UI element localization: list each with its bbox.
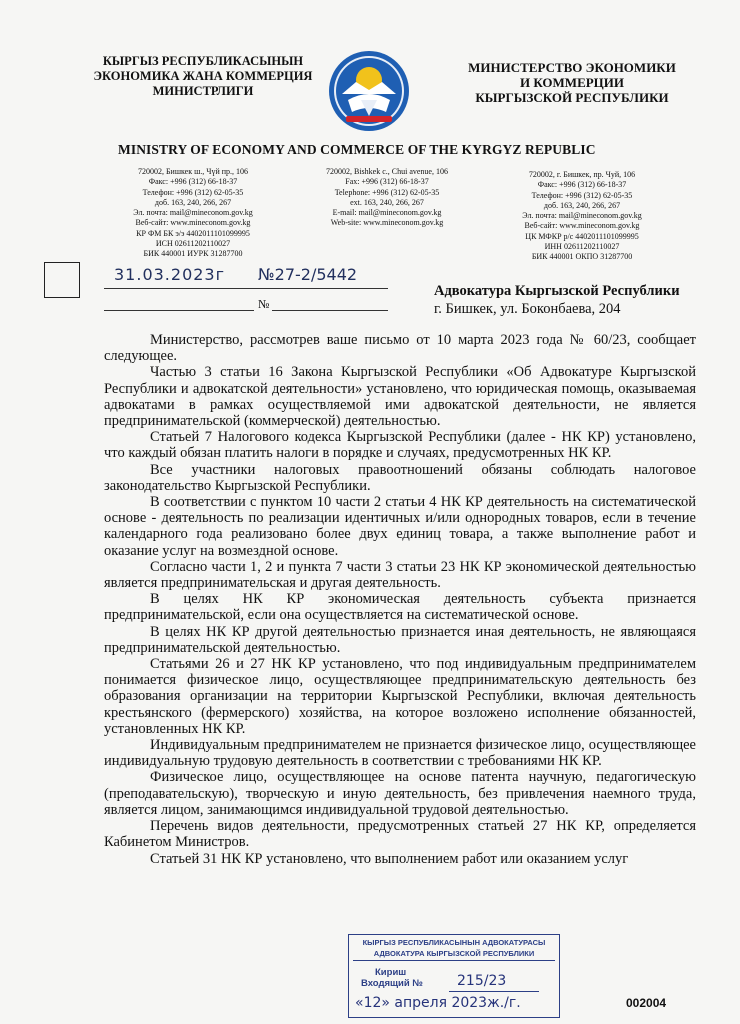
address-line: Web-site: www.mineconom.gov.kg bbox=[330, 218, 444, 228]
address-line: Fax: +996 (312) 66-18-37 bbox=[345, 177, 429, 187]
address-line: БИК 440001 ИУРК 31287700 bbox=[143, 249, 243, 259]
body-paragraph: Перечень видов деятельности, предусмотренных статьей 27 НК КР, определяется Кабинетом Министров. bbox=[104, 818, 696, 851]
outgoing-date-handwritten: 31.03.2023г bbox=[114, 265, 226, 284]
address-line: Телефон: +996 (312) 62-05-35 bbox=[142, 187, 244, 197]
stamp-org-kyrgyz: КЫРГЫЗ РЕСПУБЛИКАСЫНЫН АДВОКАТУРАСЫ bbox=[362, 938, 546, 947]
state-emblem-icon bbox=[328, 50, 410, 132]
address-line: Telephone: +996 (312) 62-05-35 bbox=[334, 187, 440, 197]
body-paragraph: Статьей 7 Налогового кодекса Кыргызской Республики (далее - НК КР) установлено, что каждый обязан платить налоги в порядке и случаях, предусмотренных НК КР. bbox=[104, 429, 696, 462]
body-paragraph: Статьями 26 и 27 НК КР установлено, что под индивидуальным предпринимателем понимается физическое лицо, осуществляющее предпринимательскую деятельность без образования организации на территории Кыргызской Республики, включая деятельность крестьянского (фермерского) хозяйства, на которое возложено исполнение обязанностей, установленных НК КР. bbox=[104, 656, 696, 737]
address-line: Телефон: +996 (312) 62-05-35 bbox=[531, 190, 633, 200]
ministry-english-title: MINISTRY OF ECONOMY AND COMMERCE OF THE KYRGYZ REPUBLIC bbox=[118, 142, 596, 157]
address-line: ИСН 02611202110027 bbox=[155, 239, 231, 249]
reply-number-label: № bbox=[258, 297, 270, 311]
stamp-incoming-date: «12» апреля 2023ж./г. bbox=[355, 995, 521, 1011]
stamp-divider bbox=[353, 960, 555, 961]
header-russian-line: КЫРГЫЗСКОЙ РЕСПУБЛИКИ bbox=[475, 90, 669, 105]
header-kyrgyz-line: МИНИСТРЛИГИ bbox=[152, 84, 254, 98]
body-paragraph: Статьей 31 НК КР установлено, что выполнением работ или оказанием услуг bbox=[150, 850, 629, 867]
reply-date-line bbox=[104, 310, 254, 311]
header-russian bbox=[452, 60, 692, 105]
address-line: доб. 163, 240, 266, 267 bbox=[154, 197, 232, 207]
address-line: КР ФМ БК э/э 4402011101099995 bbox=[136, 228, 250, 238]
body-paragraph: Согласно части 1, 2 и пункта 7 части 3 статьи 23 НК КР экономической деятельностью является предпринимательская и другая деятельность. bbox=[104, 558, 696, 592]
outgoing-date-line bbox=[104, 288, 388, 289]
address-line: ИНН 02611202110027 bbox=[544, 242, 620, 252]
address-line: БИК 440001 ОКПО 31287700 bbox=[531, 252, 633, 262]
outgoing-number-handwritten: №27-2/5442 bbox=[258, 265, 358, 284]
stamp-incoming-kyrgyz-label: Кириш bbox=[375, 967, 407, 978]
recipient-address: г. Бишкек, ул. Боконбаева, 204 bbox=[434, 301, 621, 317]
address-line: доб. 163, 240, 266, 267 bbox=[543, 200, 621, 210]
document-code: 002004 bbox=[626, 996, 667, 1010]
stamp-incoming-label: Входящий № bbox=[361, 978, 423, 989]
body-paragraph: В целях НК КР другой деятельностью признается иная деятельность, не являющаяся предпринимательской деятельностью. bbox=[104, 623, 696, 656]
recipient-name: Адвокатура Кыргызской Республики bbox=[434, 283, 680, 299]
header-kyrgyz-line: КЫРГЫЗ РЕСПУБЛИКАСЫНЫН bbox=[102, 54, 304, 68]
stamp-incoming-number: 215/23 bbox=[457, 973, 507, 989]
body-paragraph: Все участники налоговых правоотношений обязаны соблюдать налоговое законодательство Кыргызской Республики. bbox=[104, 461, 696, 494]
header-kyrgyz bbox=[78, 54, 328, 99]
address-line: ext. 163, 240, 266, 267 bbox=[350, 197, 424, 207]
address-line: Факс: +996 (312) 66-18-37 bbox=[537, 180, 627, 190]
letter-body bbox=[104, 332, 696, 867]
body-paragraph: Физическое лицо, осуществляющее на основе патента научную, педагогическую (преподавательскую), творческую и иную деятельность, без привлечения наемного труда, является лицом, занимающимся индивидуальной трудовой деятельностью. bbox=[104, 769, 696, 818]
stamp-org-russian: АДВОКАТУРА КЫРГЫЗСКОЙ РЕСПУБЛИКИ bbox=[373, 949, 535, 958]
empty-checkbox-square bbox=[44, 262, 80, 298]
body-paragraph: В целях НК КР экономическая деятельность субъекта признается предпринимательской, если она осуществляется на систематической основе. bbox=[104, 591, 696, 624]
header-russian-line: МИНИСТЕРСТВО ЭКОНОМИКИ bbox=[468, 60, 676, 75]
address-line: Веб-сайт: www.mineconom.gov.kg bbox=[524, 221, 640, 231]
address-block-english bbox=[312, 167, 462, 229]
address-line: Эл. почта: mail@mineconom.gov.kg bbox=[522, 211, 642, 221]
address-line: 720002, г. Бишкек, пр. Чуй, 106 bbox=[528, 170, 636, 179]
address-line: 720002, Bishkek c., Chui avenue, 106 bbox=[326, 167, 448, 176]
header-kyrgyz-line: ЭКОНОМИКА ЖАНА КОММЕРЦИЯ bbox=[93, 69, 313, 83]
body-paragraph: Индивидуальным предпринимателем не признается физическое лицо, осуществляющее индивидуальную трудовую деятельность в соответствии с требованиями НК КР. bbox=[104, 737, 696, 770]
incoming-registration-stamp bbox=[348, 934, 560, 1018]
reply-number-line bbox=[272, 310, 388, 311]
address-line: ЦК МФКР р/с 4402011101099995 bbox=[525, 231, 639, 241]
address-line: Факс: +996 (312) 66-18-37 bbox=[148, 177, 238, 187]
address-line: 720002, Бишкек ш., Чүй пр., 106 bbox=[137, 167, 249, 176]
header-russian-line: И КОММЕРЦИИ bbox=[519, 75, 625, 90]
body-paragraph: В соответствии с пунктом 10 части 2 статьи 4 НК КР деятельность на систематической основе - деятельность по реализации идентичных и/или однородных товаров, если в течение календарного года реализовано более двух единиц товара, а также выполнение работ и оказание услуг на возмездной основе. bbox=[104, 494, 696, 559]
body-paragraph: Министерство, рассмотрев ваше письмо от 10 марта 2023 года № 60/23, сообщает следующее. bbox=[104, 332, 696, 365]
stamp-number-line bbox=[449, 991, 539, 992]
body-paragraph: Частью 3 статьи 16 Закона Кыргызской Республики «Об Адвокатуре Кыргызской Республики и адвокатской деятельности» установлено, что юридическая помощь, оказываемая адвокатами в рамках осуществляемой ими адвокатской деятельности, не является предпринимательской (коммерческой) деятельностью. bbox=[104, 364, 696, 430]
recipient-block bbox=[434, 282, 680, 318]
address-line: E-mail: mail@mineconom.gov.kg bbox=[332, 208, 442, 218]
address-line: Эл. почта: mail@mineconom.gov.kg bbox=[133, 208, 253, 218]
address-block-russian bbox=[512, 170, 652, 263]
address-block-kyrgyz bbox=[118, 167, 268, 260]
address-line: Веб-сайт: www.mineconom.gov.kg bbox=[135, 218, 251, 228]
